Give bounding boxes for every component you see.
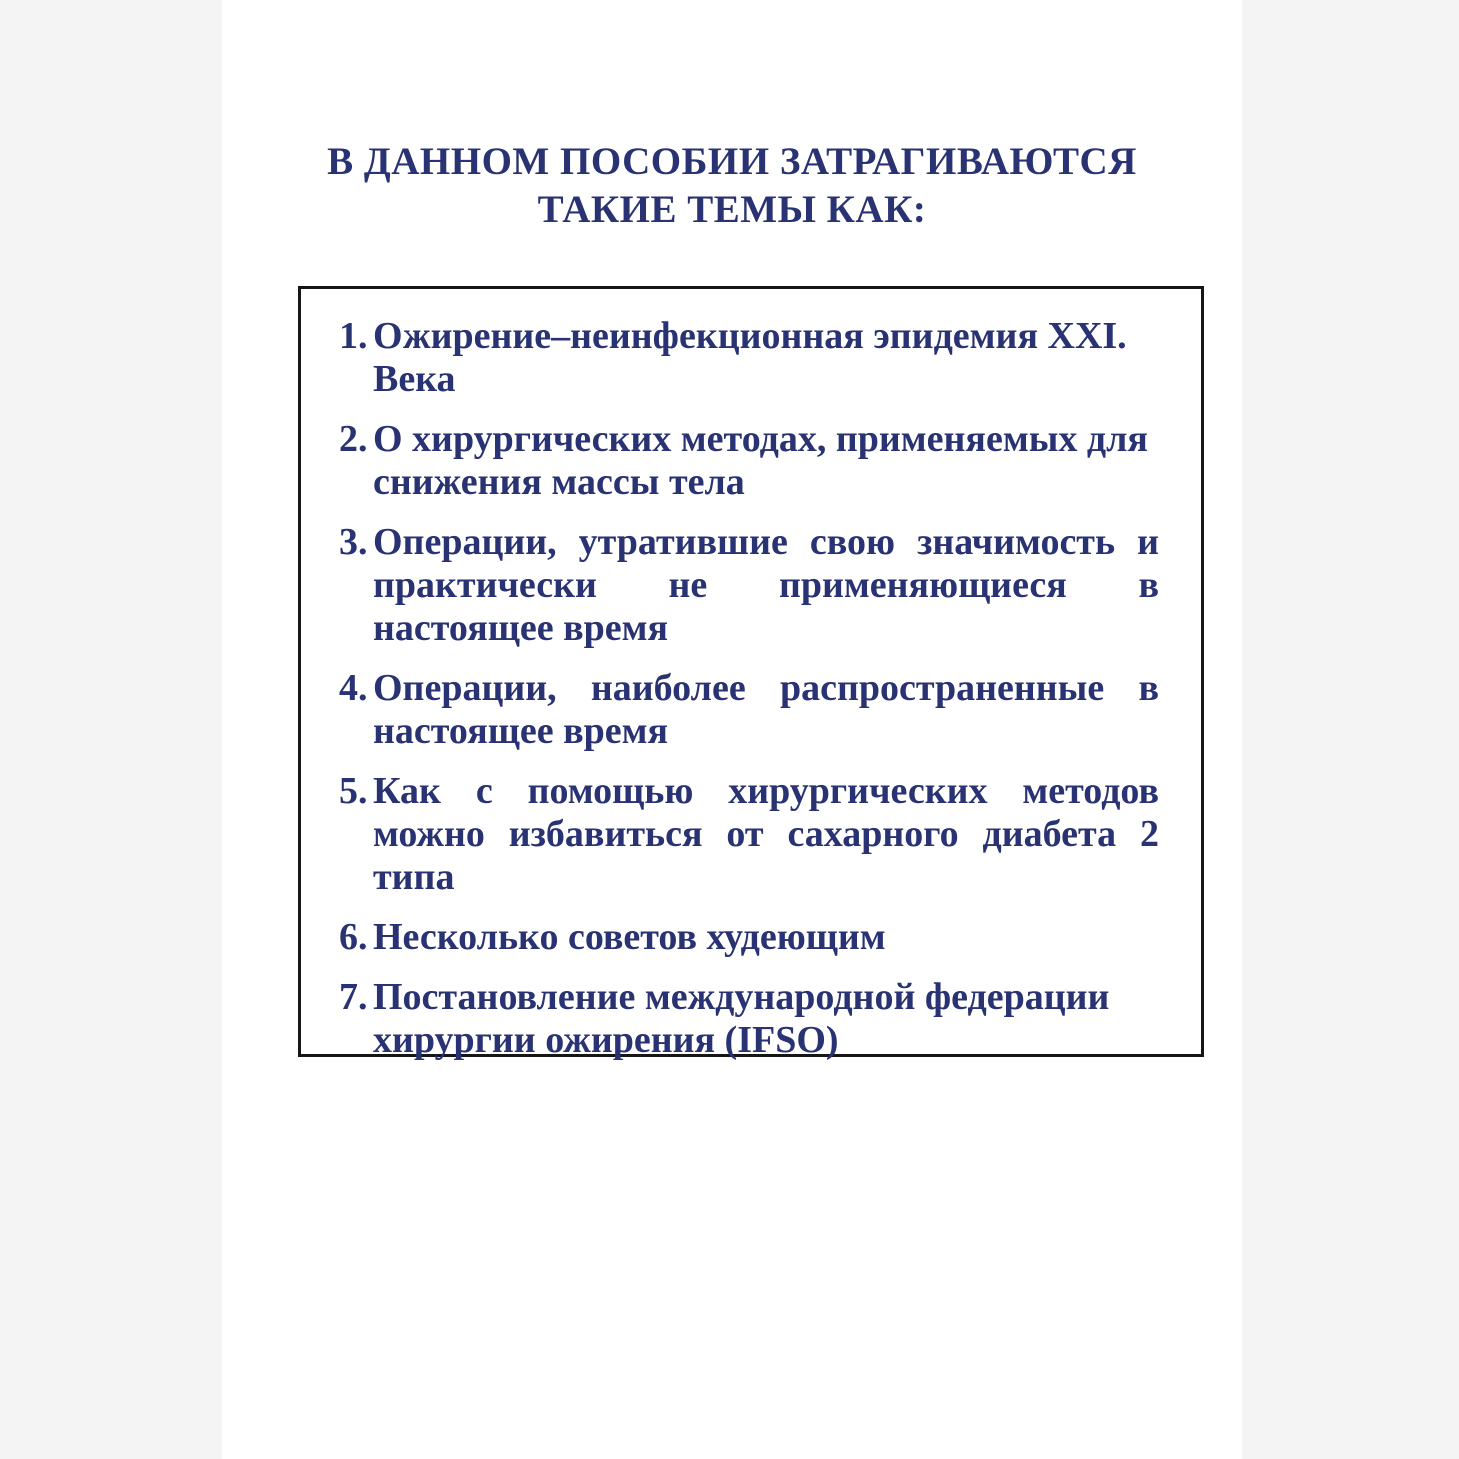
topic-item-4	[339, 667, 1159, 753]
topic-item-3	[339, 521, 1159, 650]
topics-box	[298, 286, 1204, 1061]
topic-text: Как с помощью хирургических методов можно избавиться от сахарного диабета 2 типа	[373, 770, 1159, 898]
topic-number: 6.	[339, 916, 368, 958]
topic-number: 1.	[339, 315, 368, 357]
topic-number: 2.	[339, 418, 368, 460]
topic-item-6	[339, 916, 1159, 959]
topic-text: Ожирение–неинфекционная эпидемия XXI. Века	[373, 315, 1127, 400]
topic-item-1	[339, 315, 1159, 401]
topic-text: Операции, утратившие свою значимость и практически не применяющиеся в настоящее время	[373, 521, 1159, 649]
page-title	[222, 138, 1242, 234]
topic-item-5	[339, 770, 1159, 899]
document-page	[222, 0, 1242, 1459]
topic-text: Операции, наиболее распространенные в настоящее время	[373, 667, 1159, 752]
topic-text: Несколько советов худеющим	[373, 916, 886, 958]
topic-item-2	[339, 418, 1159, 504]
topic-text: Постановление международной федерации хирургии ожирения (IFSO)	[373, 976, 1110, 1061]
topic-number: 3.	[339, 521, 368, 563]
topic-number: 5.	[339, 770, 368, 812]
page-title-line1: В ДАННОМ ПОСОБИИ ЗАТРАГИВАЮТСЯ	[327, 140, 1137, 183]
topic-number: 7.	[339, 976, 368, 1018]
page-title-line2: ТАКИЕ ТЕМЫ КАК:	[537, 188, 927, 231]
topic-number: 4.	[339, 667, 368, 709]
topic-item-7	[339, 976, 1159, 1062]
topics-list	[339, 315, 1159, 1062]
topic-text: О хирургических методах, применяемых для снижения массы тела	[373, 418, 1148, 503]
